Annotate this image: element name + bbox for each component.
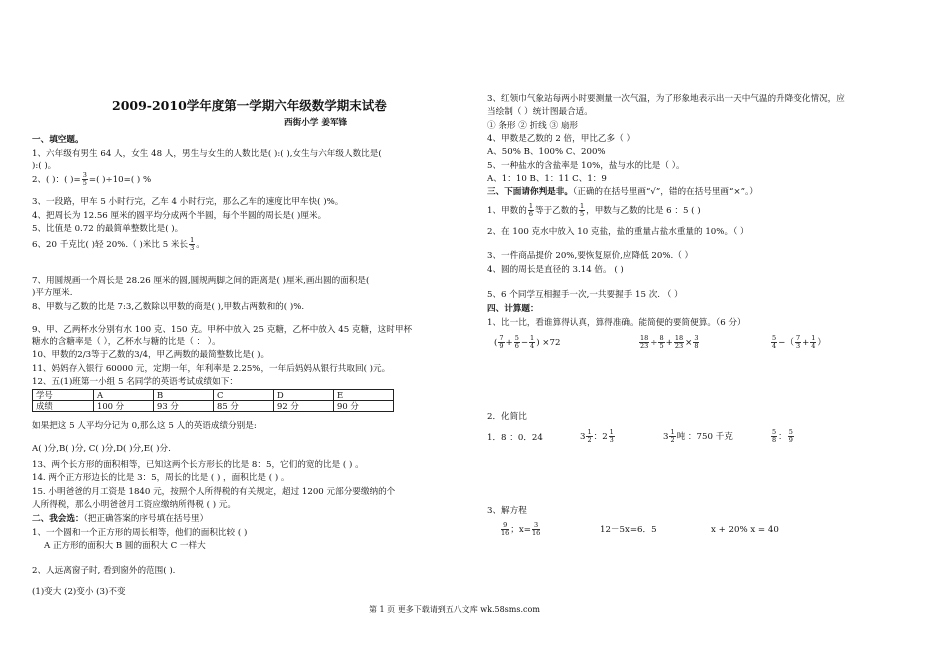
- table-row: [33, 401, 394, 412]
- q6-text-post: 。: [196, 240, 205, 250]
- q1-line2: ):( )。: [32, 161, 57, 171]
- fraction: $\frac{1}{2}$: [670, 428, 675, 444]
- q2-text-pre: 2、( )：( )=: [32, 175, 81, 185]
- q13: 13、两个长方形的面积相等，已知这两个长方形长的比是 8：5，它们的宽的比是 ( ) 。: [32, 460, 364, 470]
- table-cell: 学号: [33, 390, 94, 401]
- table-cell: 成绩: [33, 401, 94, 412]
- q8: 8、甲数与乙数的比是 7:3,乙数除以甲数的商是( ),甲数占两数和的( )%.: [32, 302, 305, 312]
- table-cell: B: [154, 390, 214, 401]
- judge-1-text-mid: 等于乙数的: [534, 206, 578, 216]
- ratio-2: 3 $\frac{1}{2}$ ：2 $\frac{1}{3}$: [580, 428, 614, 444]
- q6-text-pre: 6、20 千克比( )轻 20%.（ )米比 5 米长: [32, 240, 189, 250]
- judge-1-text: 1、甲数的: [487, 206, 527, 216]
- table-cell: 100 分: [94, 401, 154, 412]
- fraction: $\frac{5}{8}$: [772, 428, 777, 444]
- q12-instruction: 如果把这 5 人平均分记为 0,那么这 5 人的英语成绩分别是:: [32, 421, 257, 431]
- q2-text-post: =( )÷10=( ) %: [88, 175, 152, 185]
- section-3-heading: 三、下面请你判是非。: [487, 187, 573, 197]
- section-2-heading: 二、我会选：: [32, 514, 84, 524]
- judge-2: 2、在 100 克水中放入 10 克盐，盐的重量占盐水重量的 10%。（ ）: [487, 227, 749, 237]
- table-cell: 85 分: [214, 401, 274, 412]
- q14: 14. 两个正方形边长的比是 3：5，周长的比是 ( ) ，面积比是 ( ) 。: [32, 473, 290, 483]
- judge-1-fraction-a: $\frac{1}{6}$: [528, 202, 533, 218]
- fraction: $\frac{1}{2}$: [587, 428, 592, 444]
- calc-expression-2: $\frac{18}{23}$ ÷ $\frac{8}{5}$ + $\frac{18}{23}$ × $\frac{3}{8}$: [640, 334, 699, 350]
- calc-expression-1: ( $\frac{7}{9}$ + $\frac{5}{6}$ − $\frac{1}{4}$ ) ×72: [494, 334, 561, 350]
- page-footer: 第 1 页 更多下载请到五八文库 wk.58sms.com: [369, 605, 540, 614]
- judge-5: 5、6 个同学互相握手一次,一共要握手 15 次. （ ）: [487, 290, 683, 300]
- fraction: $\frac{1}{4}$: [811, 334, 816, 350]
- q2: [32, 171, 151, 189]
- calc-1-instruction: 1、比一比，看谁算得认真，算得准确。能简便的要简便算。（6 分）: [487, 318, 746, 328]
- calc-2-heading: 2．化简比: [487, 412, 527, 422]
- fraction: $\frac{7}{3}$: [795, 334, 801, 350]
- r4: 4、甲数是乙数的 2 倍，甲比乙多（ ）: [487, 134, 636, 144]
- q5: 5、比值是 0.72 的最简单整数比是( )。: [32, 224, 184, 234]
- section-3: [487, 186, 758, 198]
- fraction: $\frac{9}{16}$: [501, 521, 510, 537]
- r5: 5、一种盐水的含盐率是 10%，盐与水的比是（ ）。: [487, 161, 685, 171]
- table-row: [33, 390, 394, 401]
- fraction: $\frac{1}{4}$: [530, 334, 535, 350]
- table-cell: 93 分: [154, 401, 214, 412]
- r5-options: A、1：10 B、1：11 C、1：9: [487, 174, 607, 184]
- table-cell: 92 分: [274, 401, 334, 412]
- q3: 3、一段路，甲车 5 小时行完，乙车 4 小时行完，那么乙车的速度比甲车快( )%。: [32, 197, 344, 207]
- fraction: $\frac{7}{9}$: [499, 334, 504, 350]
- fraction: $\frac{5}{4}$: [772, 334, 777, 350]
- q1-line1: 1、六年级有男生 64 人，女生 48 人，男生与女生的人数比是( ):( ),女生与六年级人数比是(: [32, 149, 382, 159]
- equation-1: $\frac{9}{16}$ ；x= $\frac{3}{16}$: [501, 521, 541, 537]
- judge-1: [487, 202, 701, 220]
- q12: 12、五(1)班第一小组 5 名同学的英语考试成绩如下：: [32, 377, 238, 387]
- q9-line1: 9、甲、乙两杯水分别有水 100 克、150 克。甲杯中放入 25 克糖，乙杯中放入 45 克糖，这时甲杯: [32, 325, 413, 335]
- q11: 11、妈妈存入银行 60000 元，定期一年，年利率是 2.25%，一年后妈妈从银行共取回( )元。: [32, 364, 391, 374]
- calc-expression-3: $\frac{5}{4}$ −（ $\frac{7}{3}$ + $\frac{1}{4}$ ）: [772, 334, 827, 350]
- q9-line2: 糖水的含糖率是（ ），乙杯水与糖的比是（ ： ）。: [32, 337, 221, 347]
- fraction: $\frac{18}{23}$: [674, 334, 684, 350]
- r4-options: A、50% B、100% C、200%: [487, 147, 606, 157]
- fraction: $\frac{3}{8}$: [694, 334, 699, 350]
- table-cell: E: [334, 390, 394, 401]
- fraction: $\frac{5}{6}$: [514, 334, 519, 350]
- q2-fraction: $\frac{3}{5}$: [82, 171, 87, 187]
- choice-2: 2、人远离窗子时, 看到窗外的范围( ).: [32, 566, 176, 576]
- equation-3: x + 20% x = 40: [711, 525, 779, 535]
- q7-line2: )平方厘米.: [32, 288, 73, 298]
- choice-1-options: A 正方形的面积大 B 圆的面积大 C 一样大: [44, 541, 206, 551]
- r3-options: ① 条形 ② 折线 ③ 扇形: [487, 121, 579, 131]
- q6: [32, 236, 205, 254]
- score-table: [32, 389, 394, 412]
- fraction: $\frac{3}{16}$: [531, 521, 541, 537]
- table-cell: A: [94, 390, 154, 401]
- ratio-3: 3 $\frac{1}{2}$ 吨 ：750 千克: [663, 428, 733, 444]
- fraction: $\frac{5}{9}$: [788, 428, 793, 444]
- q12-answers: A( )分,B( )分, C( )分,D( )分,E( )分.: [32, 444, 171, 454]
- r3-line2: 当绘制（ ）统计图最合适。: [487, 107, 593, 117]
- choice-2-options: (1)变大 (2)变小 (3)不变: [32, 587, 126, 597]
- fraction: $\frac{8}{5}$: [659, 334, 664, 350]
- fraction: $\frac{1}{3}$: [609, 428, 614, 444]
- judge-3: 3、一件商品提价 20%,要恢复原价,应降低 20%.（ ）: [487, 251, 694, 261]
- ratio-1: 1．8 ：0．24: [487, 433, 543, 443]
- section-2-note: （把正确答案的序号填在括号里）: [83, 514, 209, 524]
- fraction: $\frac{18}{23}$: [640, 334, 649, 350]
- calc-3-heading: 3、解方程: [487, 506, 527, 516]
- table-cell: C: [214, 390, 274, 401]
- table-cell: 90 分: [334, 401, 394, 412]
- table-cell: D: [274, 390, 334, 401]
- choice-1: 1、一个圆和一个正方形的周长相等，他们的面积比较 ( ): [32, 528, 248, 538]
- ratio-4: $\frac{5}{8}$ ： $\frac{5}{9}$: [772, 428, 793, 444]
- q15-line1: 15. 小明爸爸的月工资是 1840 元，按照个人所得税的有关规定，超过 1200 元部分要缴纳的个: [32, 487, 396, 497]
- equation-2: 12－5x=6．5: [600, 525, 657, 535]
- section-1-heading: 一、填空题。: [32, 135, 84, 145]
- q7-line1: 7、用圆规画一个周长是 28.26 厘米的圆,圆规两脚之间的距离是( )厘米,画出圆的面积是(: [32, 276, 370, 286]
- section-4-heading: 四、计算题：: [487, 304, 539, 314]
- section-3-note: （正确的在括号里画“√”，错的在括号里画“×”。）: [572, 187, 758, 197]
- exam-title: 2009-2010学年度第一学期六年级数学期末试卷: [112, 98, 387, 113]
- section-2: [32, 513, 208, 525]
- q15-line2: 人所得税，那么小明爸爸月工资应缴纳所得税 ( ) 元。: [32, 500, 236, 510]
- q6-fraction: $\frac{1}{3}$: [190, 236, 195, 252]
- exam-author: 西街小学 姜军锋: [284, 118, 348, 128]
- r3-line1: 3、红领巾气象站每两小时要测量一次气温，为了形象地表示出一天中气温的升降变化情况，应: [487, 94, 845, 104]
- q4: 4、把周长为 12.56 厘米的圆平均分成两个半圆，每个半圆的周长是( )厘米。: [32, 211, 327, 221]
- judge-4: 4、圆的周长是直径的 3.14 倍。 ( ): [487, 265, 624, 275]
- q10: 10、甲数的2/3等于乙数的3/4，甲乙两数的最简整数比是( )。: [32, 350, 270, 360]
- judge-1-text-post: ，甲数与乙数的比是 6 ：5 ( ): [586, 206, 701, 216]
- judge-1-fraction-b: $\frac{1}{5}$: [579, 202, 585, 218]
